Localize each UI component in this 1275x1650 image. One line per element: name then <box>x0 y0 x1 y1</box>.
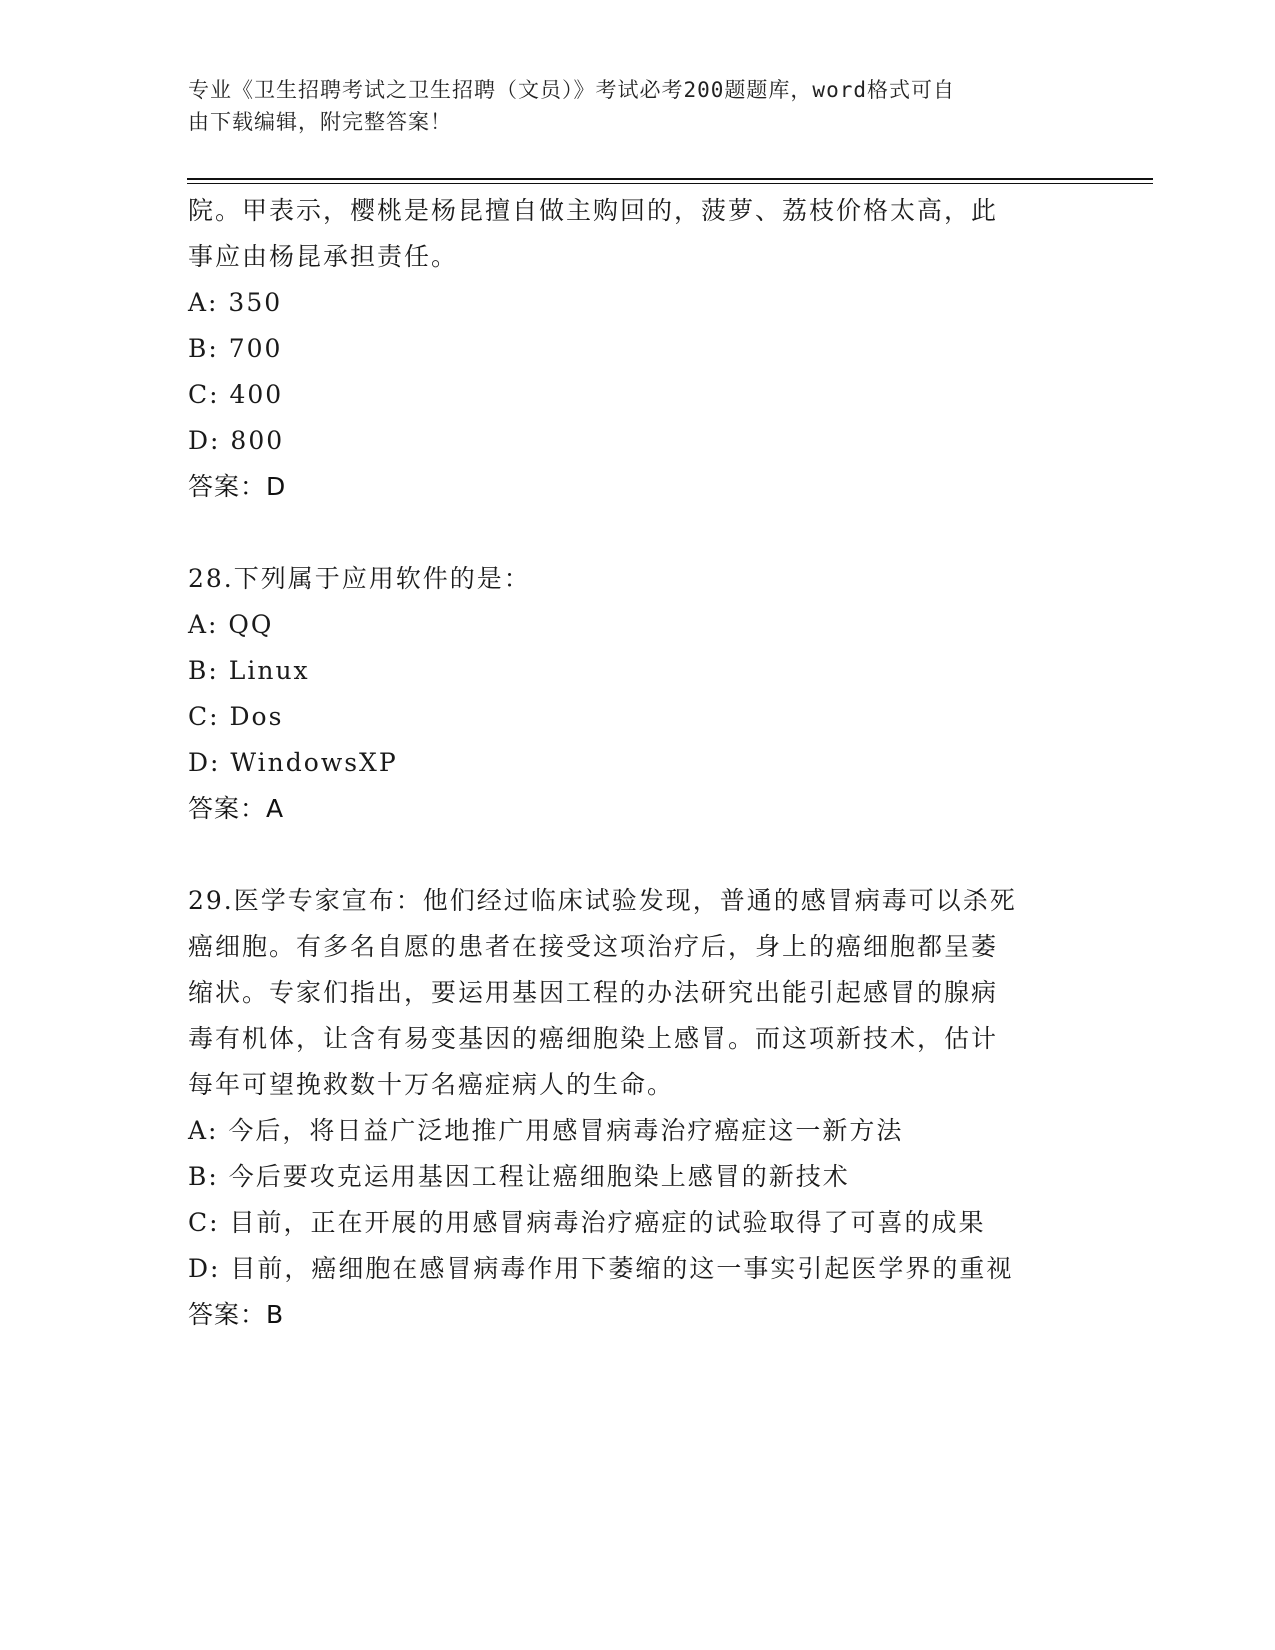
option-b: B: 今后要攻克运用基因工程让癌细胞染上感冒的新技术 <box>188 1162 850 1191</box>
question-27 <box>188 188 1088 510</box>
question-text-line: 每年可望挽救数十万名癌症病人的生命。 <box>188 1070 675 1099</box>
question-28 <box>188 556 1088 832</box>
option-b: B: Linux <box>188 656 310 685</box>
question-text-line: 事应由杨昆承担责任。 <box>188 242 459 271</box>
option-b: B: 700 <box>188 334 283 363</box>
question-text-line: 28.下列属于应用软件的是： <box>188 564 531 593</box>
option-a: A: 350 <box>188 288 283 317</box>
option-c: C: 400 <box>188 380 284 409</box>
answer-line: 答案：A <box>188 794 285 823</box>
spacer <box>188 832 1088 878</box>
header-divider-thick <box>187 178 1153 180</box>
question-text-line: 缩状。专家们指出，要运用基因工程的办法研究出能引起感冒的腺病 <box>188 978 999 1007</box>
option-d: D: 目前，癌细胞在感冒病毒作用下萎缩的这一事实引起医学界的重视 <box>188 1254 1014 1283</box>
option-a: A: 今后，将日益广泛地推广用感冒病毒治疗癌症这一新方法 <box>188 1116 904 1145</box>
page-header <box>188 74 1068 138</box>
spacer <box>188 510 1088 556</box>
answer-line: 答案：D <box>188 472 287 501</box>
header-divider-thin <box>187 183 1153 184</box>
question-text-line: 院。甲表示，樱桃是杨昆擅自做主购回的，菠萝、荔枝价格太高，此 <box>188 196 999 225</box>
question-29 <box>188 878 1088 1338</box>
option-d: D: 800 <box>188 426 285 455</box>
question-content <box>188 188 1088 1338</box>
answer-line: 答案：B <box>188 1300 285 1329</box>
option-a: A: QQ <box>188 610 274 639</box>
question-text-line: 29.医学专家宣布：他们经过临床试验发现，普通的感冒病毒可以杀死 <box>188 886 1017 915</box>
option-d: D: WindowsXP <box>188 748 398 777</box>
option-c: C: 目前，正在开展的用感冒病毒治疗癌症的试验取得了可喜的成果 <box>188 1208 986 1237</box>
header-line-2: 由下载编辑，附完整答案！ <box>188 110 452 134</box>
header-line-1: 专业《卫生招聘考试之卫生招聘（文员）》考试必考200题题库，word格式可自 <box>188 78 955 102</box>
question-text-line: 毒有机体，让含有易变基因的癌细胞染上感冒。而这项新技术，估计 <box>188 1024 999 1053</box>
option-c: C: Dos <box>188 702 284 731</box>
question-text-line: 癌细胞。有多名自愿的患者在接受这项治疗后，身上的癌细胞都呈萎 <box>188 932 999 961</box>
